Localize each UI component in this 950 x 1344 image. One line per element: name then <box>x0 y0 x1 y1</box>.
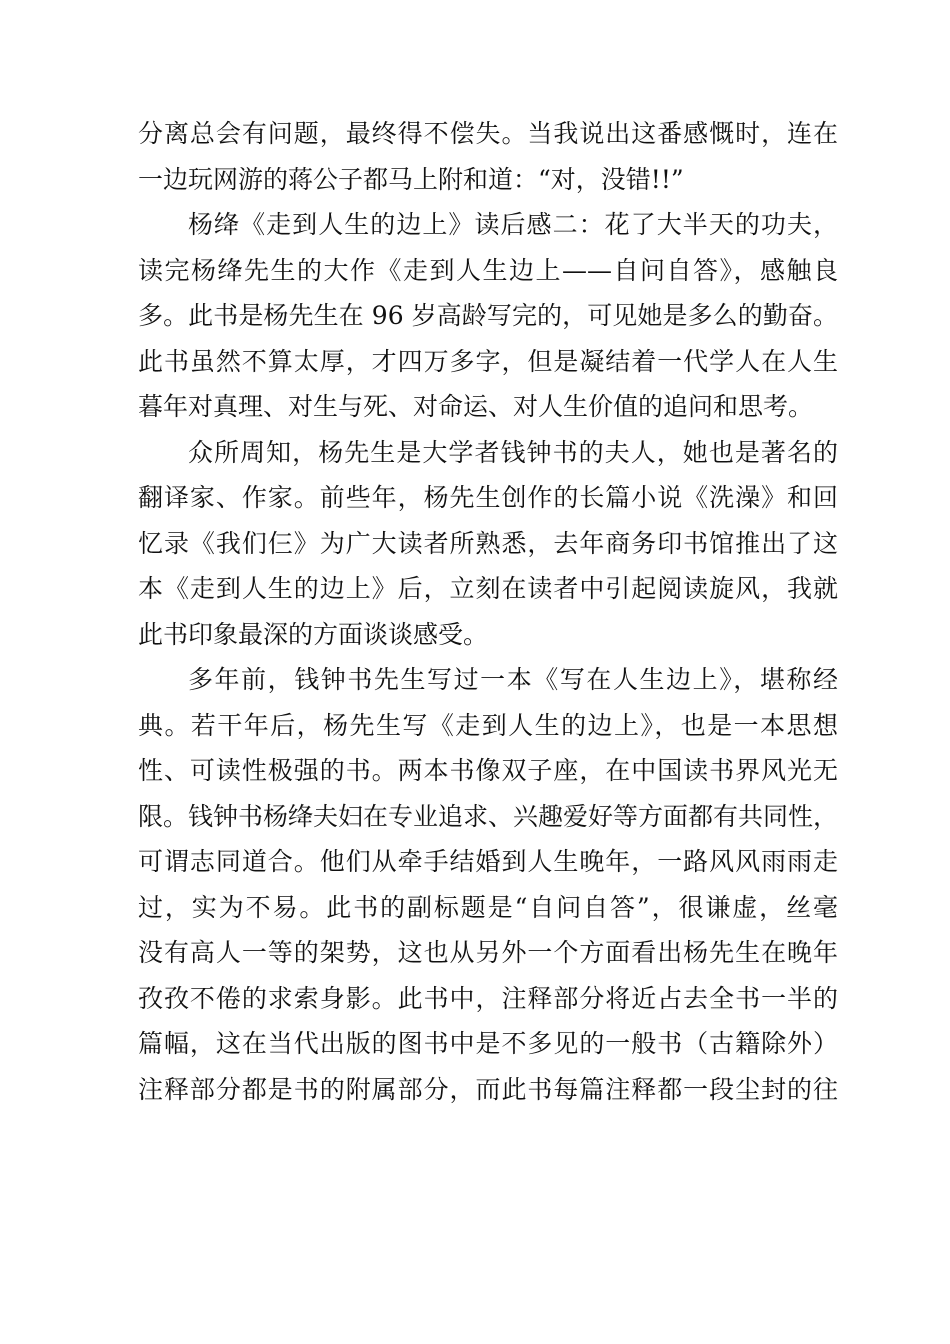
text-line: 可谓志同道合。他们从牵手结婚到人生晚年，一路风风雨雨走 <box>138 847 838 876</box>
text-line: 篇幅，这在当代出版的图书中是不多见的一般书（古籍除外） <box>138 1029 838 1058</box>
text-line: 翻译家、作家。前些年，杨先生创作的长篇小说《洗澡》和回 <box>138 483 838 512</box>
text-line: 此书印象最深的方面谈谈感受。 <box>138 619 489 649</box>
text-line: 本《走到人生的边上》后，立刻在读者中引起阅读旋风，我就 <box>138 574 838 603</box>
text-line: 杨绛《走到人生的边上》读后感二：花了大半天的功夫， <box>188 210 838 239</box>
text-line: 典。若干年后，杨先生写《走到人生的边上》，也是一本思想 <box>138 710 838 740</box>
text-line: 读完杨绛先生的大作《走到人生边上——自问自答》，感触良 <box>138 255 838 285</box>
text-line: 没有高人一等的架势，这也从另外一个方面看出杨先生在晚年 <box>138 938 838 967</box>
document-body <box>138 111 838 1112</box>
text-line: 多。此书是杨先生在 96 岁高龄写完的，可见她是多么的勤奋。 <box>138 301 838 330</box>
text-line: 过，实为不易。此书的副标题是“自问自答”，很谦虚，丝毫 <box>138 892 838 922</box>
text-line: 忆录《我们仨》为广大读者所熟悉，去年商务印书馆推出了这 <box>138 528 838 558</box>
text-line: 分离总会有问题，最终得不偿失。当我说出这番感慨时，连在 <box>138 119 838 148</box>
text-line: 孜孜不倦的求索身影。此书中，注释部分将近占去全书一半的 <box>138 983 838 1013</box>
text-line: 此书虽然不算太厚，才四万多字，但是凝结着一代学人在人生 <box>138 346 838 376</box>
text-line: 多年前，钱钟书先生写过一本《写在人生边上》，堪称经 <box>188 665 838 694</box>
text-line: 限。钱钟书杨绛夫妇在专业追求、兴趣爱好等方面都有共同性， <box>138 801 839 831</box>
text-line: 众所周知，杨先生是大学者钱钟书的夫人，她也是著名的 <box>188 437 838 467</box>
text-line: 一边玩网游的蒋公子都马上附和道：“对，没错!!” <box>138 164 684 194</box>
text-line: 暮年对真理、对生与死、对命运、对人生价值的追问和思考。 <box>138 392 814 421</box>
text-line: 性、可读性极强的书。两本书像双子座，在中国读书界风光无 <box>138 756 838 785</box>
text-line: 注释部分都是书的附属部分，而此书每篇注释都一段尘封的往 <box>138 1074 838 1104</box>
